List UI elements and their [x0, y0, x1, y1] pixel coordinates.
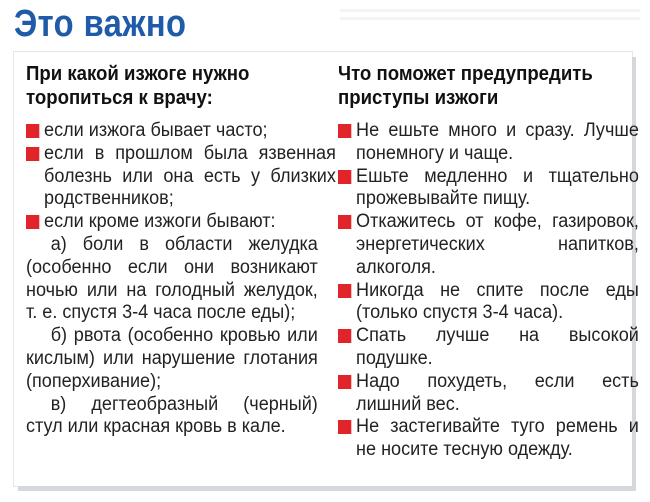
list-item	[26, 211, 336, 234]
list-item	[338, 166, 639, 212]
list-item	[338, 280, 639, 326]
list-item	[26, 120, 336, 143]
info-panel	[14, 52, 639, 486]
list-item-text: Спать лучше на высокой подушке.	[356, 325, 639, 369]
faded-background-text	[340, 4, 640, 34]
right-heading: Что поможет предупредить приступы изжоги	[338, 63, 593, 109]
red-square-bullet-icon	[338, 124, 351, 138]
list-item	[338, 120, 639, 166]
red-square-bullet-icon	[338, 375, 351, 389]
red-square-bullet-icon	[338, 284, 351, 298]
list-item	[338, 416, 639, 462]
list-item-text: если кроме изжоги бывают:	[44, 211, 276, 233]
left-column	[26, 62, 336, 439]
red-square-bullet-icon	[26, 147, 39, 161]
list-item	[338, 211, 639, 279]
page-title: Это важно	[14, 3, 187, 45]
list-item-text: Не застегивайте туго ремень и не носите тесную одежду.	[356, 416, 639, 461]
sub-item: б) рвота (особенно кровью или кислым) или нарушение глотания (поперхивание);	[26, 325, 318, 392]
list-item-text: Откажитесь от кофе, газировок, энергетических напитков, алкоголя.	[356, 211, 639, 278]
red-square-bullet-icon	[26, 124, 39, 138]
sub-item: в) дегтеобразный (черный) стул или красная кровь в кале.	[26, 393, 318, 438]
left-heading: При какой изжоге нужно торопиться к врачу:	[26, 63, 250, 109]
list-item-text: Не ешьте много и сразу. Лучше понемногу и чаще.	[356, 120, 639, 164]
sub-item: а) боли в области желудка (особенно если они возникают ночью или на голодный желудок, т. е. спустя 3-4 часа после еды);	[26, 233, 318, 324]
red-square-bullet-icon	[338, 420, 351, 434]
list-item	[338, 371, 639, 417]
list-item-text: если изжога бывает часто;	[44, 120, 268, 141]
right-column	[338, 62, 639, 462]
list-item	[26, 143, 336, 211]
list-item-text: Надо похудеть, если есть лишний вес.	[356, 370, 639, 415]
list-item-text: Ешьте медленно и тщательно прожевывайте пищу.	[356, 165, 639, 210]
red-square-bullet-icon	[26, 215, 39, 229]
red-square-bullet-icon	[338, 170, 351, 184]
red-square-bullet-icon	[338, 329, 351, 343]
list-item-text: Никогда не спите после еды (только спустя 3-4 часа).	[356, 279, 639, 324]
red-square-bullet-icon	[338, 215, 351, 229]
list-item	[338, 325, 639, 371]
list-item-text: если в прошлом была язвенная болезнь или она есть у близких родственников;	[44, 142, 336, 210]
